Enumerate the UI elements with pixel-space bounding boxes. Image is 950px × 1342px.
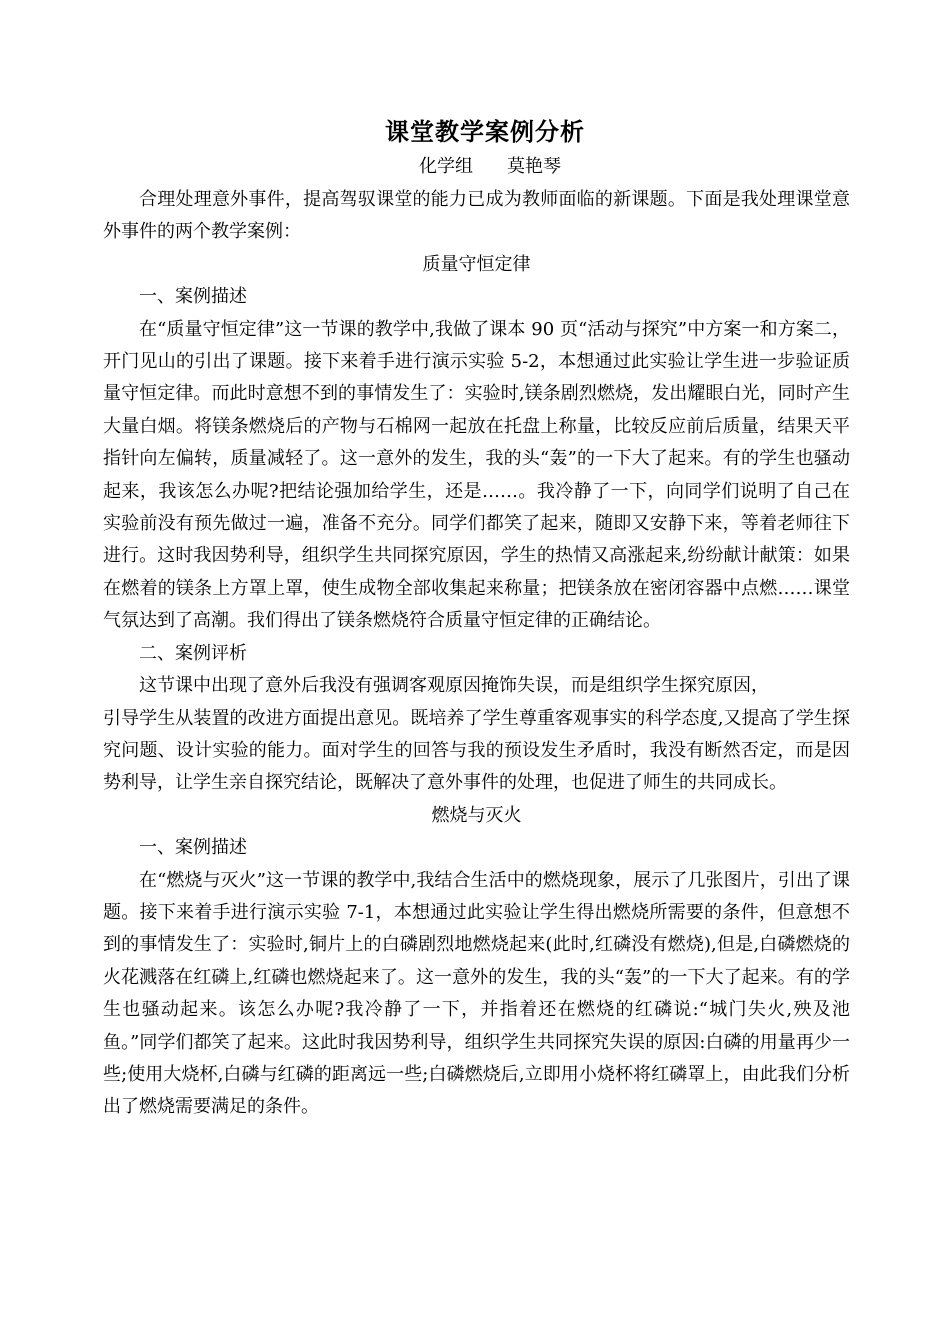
case1-description-paragraph: 在“质量守恒定律”这一节课的教学中,我做了课本 90 页“活动与探究”中方案一和方案二，开门见山的引出了课题。接下来着手进行演示实验 5-2，本想通过此实验让学生进一步验证质量守恒定律。而此时意想不到的事情发生了：实验时,镁条剧烈燃烧，发出耀眼白光，同时产生大量白烟。将镁条燃烧后的产物与石棉网一起放在托盘上称量，比较反应前后质量，结果天平指针向左偏转，质量减轻了。这一意外的发生，我的头“轰”的一下大了起来。有的学生也骚动起来，我该怎么办呢?把结论强加给学生，还是……。我冷静了一下，向同学们说明了自己在实验前没有预先做过一遍，准备不充分。同学们都笑了起来，随即又安静下来，等着老师往下进行。这时我因势利导，组织学生共同探究原因，学生的热情又高涨起来,纷纷献计献策：如果在燃着的镁条上方罩上罩，使生成物全部收集起来称量；把镁条放在密闭容器中点燃……课堂气氛达到了高潮。我们得出了镁条燃烧符合质量守恒定律的正确结论。 bbox=[103, 318, 850, 632]
author-line bbox=[0, 152, 950, 182]
case1-title: 质量守恒定律 bbox=[422, 253, 531, 275]
document-body bbox=[103, 184, 850, 1124]
case2-description-heading: 一、案例描述 bbox=[139, 837, 247, 859]
group-name: 化学组 bbox=[419, 156, 473, 177]
case1-analysis-first-line: 这节课中出现了意外后我没有强调客观原因掩饰失误，而是组织学生探究原因， bbox=[139, 675, 769, 697]
case1-analysis-paragraph: 引导学生从装置的改进方面提出意见。既培养了学生尊重客观事实的科学态度,又提高了学生探究问题、设计实验的能力。面对学生的回答与我的预设发生矛盾时，我没有断然否定，而是因势利导，让学生亲自探究结论，既解决了意外事件的处理，也促进了师生的共同成长。 bbox=[103, 707, 850, 794]
intro-paragraph: 合理处理意外事件，提高驾驭课堂的能力已成为教师面临的新课题。下面是我处理课堂意外事件的两个教学案例： bbox=[103, 189, 850, 243]
author-name: 莫艳琴 bbox=[507, 156, 561, 177]
case2-description-paragraph: 在“燃烧与灭火”这一节课的教学中,我结合生活中的燃烧现象，展示了几张图片，引出了课题。接下来着手进行演示实验 7-1，本想通过此实验让学生得出燃烧所需要的条件，但意想不到的事情发生了：实验时,铜片上的白磷剧烈地燃烧起来(此时,红磷没有燃烧),但是,白磷燃烧的火花溅落在红磷上,红磷也燃烧起来了。这一意外的发生，我的头“轰”的一下大了起来。有的学生也骚动起来。该怎么办呢?我冷静了一下，并指着还在燃烧的红磷说:“城门失火,殃及池鱼。”同学们都笑了起来。这此时我因势利导，组织学生共同探究失误的原因:白磷的用量再少一些;使用大烧杯,白磷与红磷的距离远一些;白磷燃烧后,立即用小烧杯将红磷罩上，由此我们分析出了燃烧需要满足的条件。 bbox=[103, 869, 850, 1118]
document-title: 课堂教学案例分析 bbox=[385, 117, 585, 146]
case2-title: 燃烧与灭火 bbox=[431, 804, 522, 826]
case1-analysis-heading: 二、案例评析 bbox=[139, 642, 247, 664]
case1-description-heading: 一、案例描述 bbox=[139, 286, 247, 308]
